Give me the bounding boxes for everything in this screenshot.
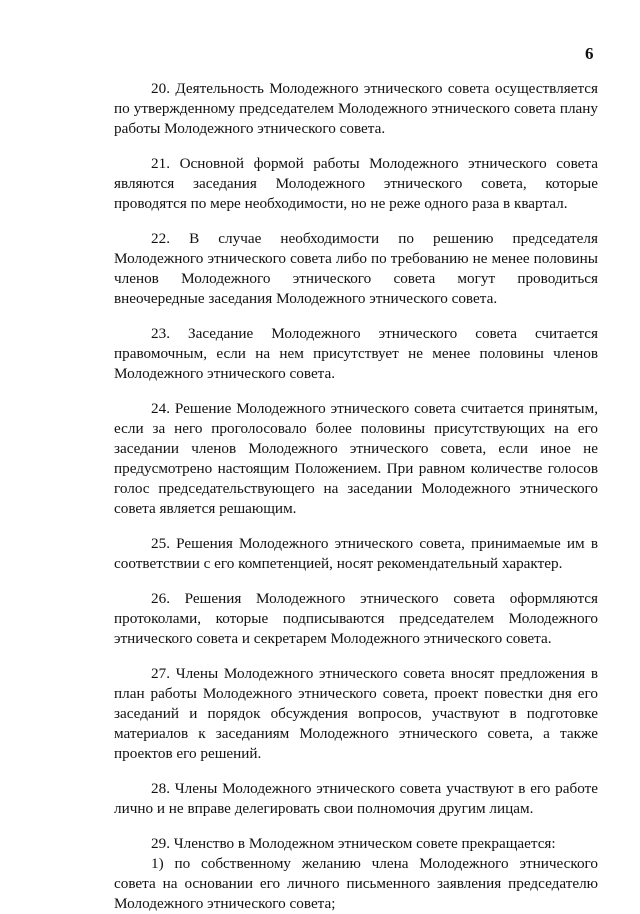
document-body [114,79,598,914]
paragraph-23: 23. Заседание Молодежного этнического совета считается правомочным, если на нем присутствует не менее половины членов Молодежного этнического совета. [114,325,598,382]
paragraph-25: 25. Решения Молодежного этнического совета, принимаемые им в соответствии с его компетенцией, носят рекомендательный характер. [114,535,598,572]
paragraph-26: 26. Решения Молодежного этнического совета оформляются протоколами, которые подписываются председателем Молодежного этнического совета и секретарем Молодежного этнического совета. [114,590,598,647]
paragraph-20: 20. Деятельность Молодежного этнического совета осуществляется по утвержденному председателем Молодежного этнического совета плану работы Молодежного этнического совета. [114,80,598,137]
paragraph-29-item-1: 1) по собственному желанию члена Молодежного этнического совета на основании его личного письменного заявления председателю Молодежного этнического совета; [114,855,598,912]
paragraph-28: 28. Члены Молодежного этнического совета участвуют в его работе лично и не вправе делегировать свои полномочия другим лицам. [114,780,598,817]
paragraph-24: 24. Решение Молодежного этнического совета считается принятым, если за него проголосовало более половины присутствующих на его заседании членов Молодежного этнического совета, если иное не предусмотрено настоящим Положением. При равном количестве голосов голос председательствующего на заседании Молодежного этнического совета является решающим. [114,400,598,517]
paragraph-22: 22. В случае необходимости по решению председателя Молодежного этнического совета либо по требованию не менее половины членов Молодежного этнического совета могут проводиться внеочередные заседания Молодежного этнического совета. [114,230,598,307]
paragraph-27: 27. Члены Молодежного этнического совета вносят предложения в план работы Молодежного этнического совета, проект повестки дня его заседаний и порядок обсуждения вопросов, участвуют в подготовке материалов к заседаниям Молодежного этнического совета, а также проектов его решений. [114,665,598,762]
page-number: 6 [585,44,594,63]
paragraph-29: 29. Членство в Молодежном этническом совете прекращается: [151,835,556,852]
paragraph-21: 21. Основной формой работы Молодежного этнического совета являются заседания Молодежного этнического совета, которые проводятся по мере необходимости, но не реже одного раза в квартал. [114,155,598,212]
